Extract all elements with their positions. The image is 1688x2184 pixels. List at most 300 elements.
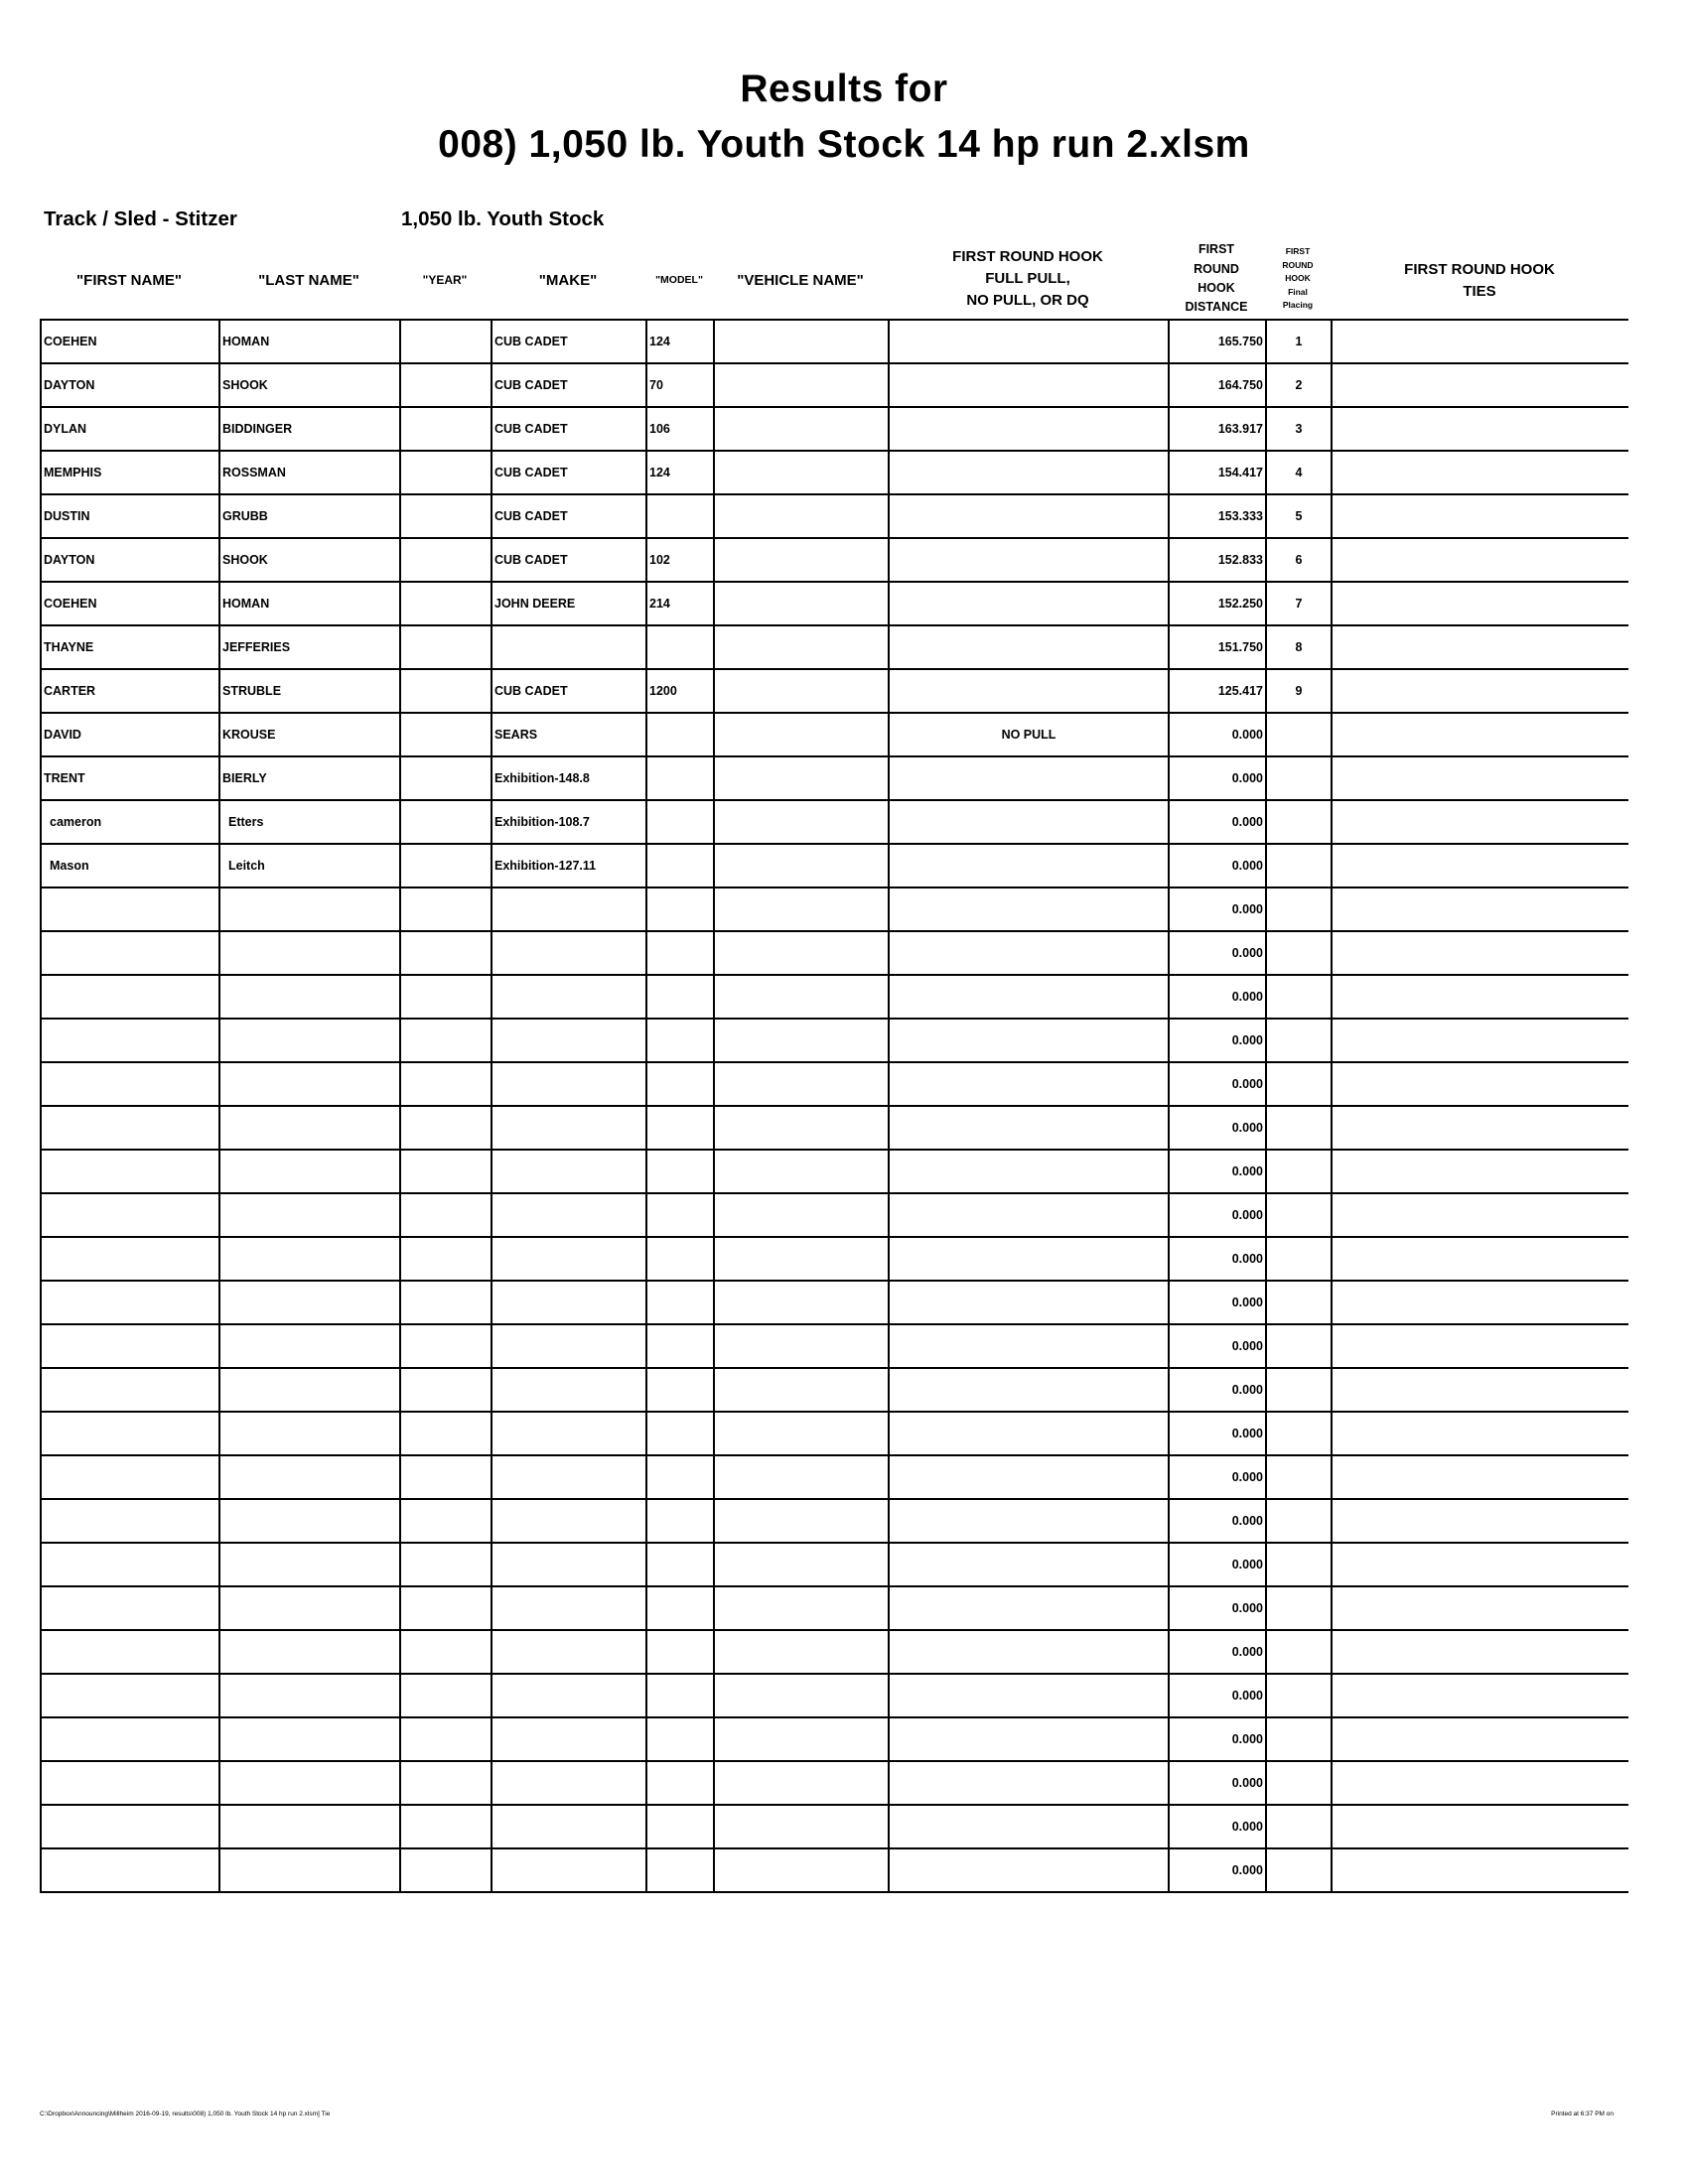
last-name-cell: HOMAN — [219, 320, 400, 363]
last-name-cell: HOMAN — [219, 582, 400, 625]
model-cell — [646, 494, 714, 538]
make-cell — [492, 1499, 646, 1543]
distance-cell: 0.000 — [1169, 1543, 1266, 1586]
ties-cell — [1332, 1368, 1628, 1412]
last-name-cell — [219, 1412, 400, 1455]
vehicle-name-cell — [714, 1499, 889, 1543]
distance-cell: 0.000 — [1169, 1717, 1266, 1761]
first-name-cell: COEHEN — [41, 582, 219, 625]
make-cell — [492, 1805, 646, 1848]
last-name-cell — [219, 887, 400, 931]
year-cell — [400, 1586, 492, 1630]
hook-result-cell — [889, 1368, 1169, 1412]
last-name-cell — [219, 975, 400, 1019]
model-cell — [646, 1848, 714, 1892]
hook-result-cell — [889, 1586, 1169, 1630]
model-cell — [646, 800, 714, 844]
first-name-cell: MEMPHIS — [41, 451, 219, 494]
hook-result-cell — [889, 538, 1169, 582]
make-cell — [492, 1674, 646, 1717]
year-cell — [400, 1761, 492, 1805]
table-row — [41, 582, 1628, 625]
placing-cell — [1266, 1674, 1332, 1717]
make-cell — [492, 1455, 646, 1499]
last-name-cell — [219, 1150, 400, 1193]
table-row — [41, 887, 1628, 931]
make-cell — [492, 1630, 646, 1674]
first-name-cell — [41, 1193, 219, 1237]
vehicle-name-cell — [714, 1281, 889, 1324]
vehicle-name-cell — [714, 582, 889, 625]
make-cell — [492, 1019, 646, 1062]
distance-cell: 0.000 — [1169, 1630, 1266, 1674]
distance-cell: 0.000 — [1169, 1412, 1266, 1455]
ties-cell — [1332, 844, 1628, 887]
year-cell — [400, 1717, 492, 1761]
vehicle-name-cell — [714, 1193, 889, 1237]
placing-cell — [1266, 1106, 1332, 1150]
hook-result-cell — [889, 931, 1169, 975]
placing-cell — [1266, 756, 1332, 800]
make-cell — [492, 1237, 646, 1281]
ties-cell — [1332, 1150, 1628, 1193]
distance-cell: 0.000 — [1169, 1848, 1266, 1892]
last-name-cell: KROUSE — [219, 713, 400, 756]
distance-cell: 0.000 — [1169, 887, 1266, 931]
ties-cell — [1332, 1717, 1628, 1761]
distance-cell: 154.417 — [1169, 451, 1266, 494]
vehicle-name-cell — [714, 1586, 889, 1630]
make-cell — [492, 1761, 646, 1805]
footer-printed-at: Printed at 6:37 PM on — [1551, 2111, 1614, 2117]
distance-cell: 0.000 — [1169, 1324, 1266, 1368]
header-placing: FIRST ROUND HOOK Final Placing — [1282, 246, 1314, 311]
table-row — [41, 1455, 1628, 1499]
make-cell — [492, 1106, 646, 1150]
model-cell — [646, 887, 714, 931]
model-cell — [646, 1717, 714, 1761]
placing-cell — [1266, 1455, 1332, 1499]
last-name-cell — [219, 1324, 400, 1368]
year-cell — [400, 844, 492, 887]
year-cell — [400, 1630, 492, 1674]
class-label: 1,050 lb. Youth Stock — [401, 207, 605, 230]
last-name-cell — [219, 1062, 400, 1106]
last-name-cell — [219, 1761, 400, 1805]
table-row — [41, 407, 1628, 451]
hook-result-cell — [889, 1717, 1169, 1761]
hook-result-cell — [889, 756, 1169, 800]
year-cell — [400, 494, 492, 538]
make-cell: Exhibition-148.8 — [492, 756, 646, 800]
hook-result-cell — [889, 1062, 1169, 1106]
last-name-cell — [219, 1586, 400, 1630]
distance-cell: 153.333 — [1169, 494, 1266, 538]
last-name-cell — [219, 931, 400, 975]
make-cell — [492, 1193, 646, 1237]
table-row — [41, 975, 1628, 1019]
table-row — [41, 1543, 1628, 1586]
last-name-cell: SHOOK — [219, 538, 400, 582]
hook-result-cell: NO PULL — [889, 713, 1169, 756]
ties-cell — [1332, 1455, 1628, 1499]
first-name-cell — [41, 1412, 219, 1455]
distance-cell: 0.000 — [1169, 1674, 1266, 1717]
make-cell: Exhibition-127.11 — [492, 844, 646, 887]
vehicle-name-cell — [714, 1630, 889, 1674]
last-name-cell — [219, 1805, 400, 1848]
hook-result-cell — [889, 887, 1169, 931]
hook-result-cell — [889, 494, 1169, 538]
ties-cell — [1332, 975, 1628, 1019]
make-cell — [492, 975, 646, 1019]
hook-result-cell — [889, 1805, 1169, 1848]
model-cell: 1200 — [646, 669, 714, 713]
year-cell — [400, 1412, 492, 1455]
first-name-cell — [41, 1630, 219, 1674]
placing-cell — [1266, 1412, 1332, 1455]
ties-cell — [1332, 1062, 1628, 1106]
placing-cell — [1266, 713, 1332, 756]
table-row — [41, 1761, 1628, 1805]
year-cell — [400, 1368, 492, 1412]
header-last-name: "LAST NAME" — [258, 272, 359, 290]
vehicle-name-cell — [714, 1412, 889, 1455]
vehicle-name-cell — [714, 1455, 889, 1499]
hook-result-cell — [889, 1106, 1169, 1150]
first-name-cell: DAVID — [41, 713, 219, 756]
make-cell: CUB CADET — [492, 451, 646, 494]
make-cell: CUB CADET — [492, 407, 646, 451]
model-cell — [646, 1368, 714, 1412]
placing-cell: 6 — [1266, 538, 1332, 582]
placing-cell — [1266, 1062, 1332, 1106]
model-cell — [646, 975, 714, 1019]
vehicle-name-cell — [714, 844, 889, 887]
distance-cell: 0.000 — [1169, 1193, 1266, 1237]
vehicle-name-cell — [714, 1761, 889, 1805]
last-name-cell — [219, 1019, 400, 1062]
table-row — [41, 713, 1628, 756]
placing-cell — [1266, 1848, 1332, 1892]
hook-result-cell — [889, 1150, 1169, 1193]
year-cell — [400, 931, 492, 975]
vehicle-name-cell — [714, 1106, 889, 1150]
first-name-cell — [41, 1106, 219, 1150]
vehicle-name-cell — [714, 407, 889, 451]
first-name-cell — [41, 1543, 219, 1586]
first-name-cell: TRENT — [41, 756, 219, 800]
vehicle-name-cell — [714, 1237, 889, 1281]
hook-result-cell — [889, 1674, 1169, 1717]
distance-cell: 152.833 — [1169, 538, 1266, 582]
placing-cell — [1266, 1281, 1332, 1324]
distance-cell: 0.000 — [1169, 844, 1266, 887]
placing-cell — [1266, 1717, 1332, 1761]
placing-cell — [1266, 1368, 1332, 1412]
hook-result-cell — [889, 625, 1169, 669]
hook-result-cell — [889, 582, 1169, 625]
table-row — [41, 1848, 1628, 1892]
last-name-cell — [219, 1193, 400, 1237]
placing-cell — [1266, 1019, 1332, 1062]
model-cell — [646, 1761, 714, 1805]
vehicle-name-cell — [714, 1674, 889, 1717]
table-row — [41, 538, 1628, 582]
placing-cell — [1266, 1499, 1332, 1543]
make-cell — [492, 1717, 646, 1761]
vehicle-name-cell — [714, 713, 889, 756]
first-name-cell — [41, 1761, 219, 1805]
vehicle-name-cell — [714, 1848, 889, 1892]
model-cell — [646, 625, 714, 669]
year-cell — [400, 582, 492, 625]
ties-cell — [1332, 713, 1628, 756]
year-cell — [400, 1193, 492, 1237]
model-cell — [646, 931, 714, 975]
placing-cell — [1266, 1630, 1332, 1674]
header-first-name: "FIRST NAME" — [76, 272, 182, 290]
year-cell — [400, 1237, 492, 1281]
table-row — [41, 1019, 1628, 1062]
make-cell: JOHN DEERE — [492, 582, 646, 625]
year-cell — [400, 669, 492, 713]
distance-cell: 0.000 — [1169, 1455, 1266, 1499]
ties-cell — [1332, 1630, 1628, 1674]
distance-cell: 0.000 — [1169, 975, 1266, 1019]
hook-result-cell — [889, 844, 1169, 887]
last-name-cell — [219, 1543, 400, 1586]
table-row — [41, 320, 1628, 363]
ties-cell — [1332, 407, 1628, 451]
table-row — [41, 1281, 1628, 1324]
distance-cell: 0.000 — [1169, 1062, 1266, 1106]
year-cell — [400, 451, 492, 494]
model-cell — [646, 1412, 714, 1455]
hook-result-cell — [889, 1237, 1169, 1281]
hook-result-cell — [889, 1193, 1169, 1237]
year-cell — [400, 1106, 492, 1150]
first-name-cell — [41, 1062, 219, 1106]
make-cell: CUB CADET — [492, 669, 646, 713]
year-cell — [400, 407, 492, 451]
make-cell — [492, 1368, 646, 1412]
table-row — [41, 1499, 1628, 1543]
year-cell — [400, 756, 492, 800]
results-table — [40, 319, 1628, 1893]
last-name-cell: GRUBB — [219, 494, 400, 538]
first-name-cell — [41, 1019, 219, 1062]
first-name-cell — [41, 887, 219, 931]
hook-result-cell — [889, 1455, 1169, 1499]
year-cell — [400, 1019, 492, 1062]
distance-cell: 125.417 — [1169, 669, 1266, 713]
header-ties: FIRST ROUND HOOK TIES — [1404, 261, 1555, 300]
vehicle-name-cell — [714, 756, 889, 800]
make-cell — [492, 625, 646, 669]
table-row — [41, 844, 1628, 887]
vehicle-name-cell — [714, 451, 889, 494]
distance-cell: 164.750 — [1169, 363, 1266, 407]
ties-cell — [1332, 1674, 1628, 1717]
vehicle-name-cell — [714, 1368, 889, 1412]
table-row — [41, 1193, 1628, 1237]
first-name-cell — [41, 1805, 219, 1848]
model-cell — [646, 1630, 714, 1674]
distance-cell: 0.000 — [1169, 1499, 1266, 1543]
table-row — [41, 800, 1628, 844]
make-cell — [492, 1543, 646, 1586]
distance-cell: 0.000 — [1169, 1368, 1266, 1412]
placing-cell — [1266, 1193, 1332, 1237]
last-name-cell: ROSSMAN — [219, 451, 400, 494]
model-cell — [646, 1805, 714, 1848]
hook-result-cell — [889, 975, 1169, 1019]
first-name-cell — [41, 1150, 219, 1193]
placing-cell — [1266, 1324, 1332, 1368]
first-name-cell — [41, 1499, 219, 1543]
track-sled-label: Track / Sled - Stitzer — [44, 207, 237, 230]
hook-result-cell — [889, 320, 1169, 363]
last-name-cell: SHOOK — [219, 363, 400, 407]
table-row — [41, 1630, 1628, 1674]
placing-cell — [1266, 887, 1332, 931]
first-name-cell — [41, 1586, 219, 1630]
last-name-cell — [219, 1674, 400, 1717]
ties-cell — [1332, 800, 1628, 844]
make-cell: CUB CADET — [492, 363, 646, 407]
table-row — [41, 494, 1628, 538]
ties-cell — [1332, 1499, 1628, 1543]
hook-result-cell — [889, 1281, 1169, 1324]
table-row — [41, 1062, 1628, 1106]
hook-result-cell — [889, 1543, 1169, 1586]
vehicle-name-cell — [714, 320, 889, 363]
hook-result-cell — [889, 407, 1169, 451]
table-row — [41, 1805, 1628, 1848]
ties-cell — [1332, 756, 1628, 800]
last-name-cell — [219, 1237, 400, 1281]
ties-cell — [1332, 887, 1628, 931]
placing-cell: 9 — [1266, 669, 1332, 713]
header-year: "YEAR" — [422, 273, 468, 288]
ties-cell — [1332, 1237, 1628, 1281]
distance-cell: 0.000 — [1169, 931, 1266, 975]
make-cell: SEARS — [492, 713, 646, 756]
placing-cell — [1266, 1543, 1332, 1586]
distance-cell: 152.250 — [1169, 582, 1266, 625]
ties-cell — [1332, 1543, 1628, 1586]
placing-cell — [1266, 975, 1332, 1019]
vehicle-name-cell — [714, 931, 889, 975]
model-cell — [646, 1193, 714, 1237]
table-row — [41, 1717, 1628, 1761]
placing-cell: 4 — [1266, 451, 1332, 494]
first-name-cell — [41, 931, 219, 975]
placing-cell — [1266, 1586, 1332, 1630]
make-cell: CUB CADET — [492, 320, 646, 363]
ties-cell — [1332, 1106, 1628, 1150]
vehicle-name-cell — [714, 887, 889, 931]
hook-result-cell — [889, 800, 1169, 844]
make-cell — [492, 1281, 646, 1324]
model-cell: 106 — [646, 407, 714, 451]
year-cell — [400, 1455, 492, 1499]
distance-cell: 0.000 — [1169, 1586, 1266, 1630]
ties-cell — [1332, 494, 1628, 538]
year-cell — [400, 320, 492, 363]
last-name-cell: Leitch — [219, 844, 400, 887]
vehicle-name-cell — [714, 494, 889, 538]
last-name-cell: Etters — [219, 800, 400, 844]
make-cell: Exhibition-108.7 — [492, 800, 646, 844]
model-cell — [646, 1106, 714, 1150]
year-cell — [400, 1499, 492, 1543]
model-cell — [646, 1237, 714, 1281]
model-cell — [646, 713, 714, 756]
footer-file-path: C:\Dropbox\Announcing\Millheim 2016-09-19, results\008) 1,050 lb. Youth Stock 14 hp run 2.xlsm] Tie — [40, 2111, 331, 2117]
distance-cell: 0.000 — [1169, 1019, 1266, 1062]
year-cell — [400, 363, 492, 407]
first-name-cell: THAYNE — [41, 625, 219, 669]
vehicle-name-cell — [714, 975, 889, 1019]
model-cell — [646, 756, 714, 800]
last-name-cell — [219, 1455, 400, 1499]
placing-cell: 1 — [1266, 320, 1332, 363]
last-name-cell — [219, 1368, 400, 1412]
header-hook-result: FIRST ROUND HOOK FULL PULL, NO PULL, OR DQ — [952, 248, 1103, 309]
distance-cell: 0.000 — [1169, 1281, 1266, 1324]
year-cell — [400, 1805, 492, 1848]
make-cell — [492, 887, 646, 931]
table-row — [41, 1586, 1628, 1630]
table-row — [41, 756, 1628, 800]
make-cell — [492, 1412, 646, 1455]
table-row — [41, 1412, 1628, 1455]
ties-cell — [1332, 451, 1628, 494]
hook-result-cell — [889, 1324, 1169, 1368]
make-cell — [492, 1062, 646, 1106]
last-name-cell — [219, 1848, 400, 1892]
vehicle-name-cell — [714, 1324, 889, 1368]
table-row — [41, 1674, 1628, 1717]
distance-cell: 151.750 — [1169, 625, 1266, 669]
vehicle-name-cell — [714, 1150, 889, 1193]
ties-cell — [1332, 1761, 1628, 1805]
year-cell — [400, 975, 492, 1019]
make-cell — [492, 1150, 646, 1193]
model-cell: 102 — [646, 538, 714, 582]
year-cell — [400, 1848, 492, 1892]
table-row — [41, 1106, 1628, 1150]
year-cell — [400, 887, 492, 931]
model-cell — [646, 844, 714, 887]
last-name-cell — [219, 1717, 400, 1761]
model-cell — [646, 1281, 714, 1324]
make-cell — [492, 1586, 646, 1630]
year-cell — [400, 1281, 492, 1324]
ties-cell — [1332, 1019, 1628, 1062]
placing-cell — [1266, 1761, 1332, 1805]
ties-cell — [1332, 538, 1628, 582]
table-row — [41, 363, 1628, 407]
last-name-cell: BIDDINGER — [219, 407, 400, 451]
ties-cell — [1332, 582, 1628, 625]
model-cell: 124 — [646, 451, 714, 494]
page-title: Results for — [740, 68, 948, 110]
last-name-cell: BIERLY — [219, 756, 400, 800]
table-row — [41, 625, 1628, 669]
